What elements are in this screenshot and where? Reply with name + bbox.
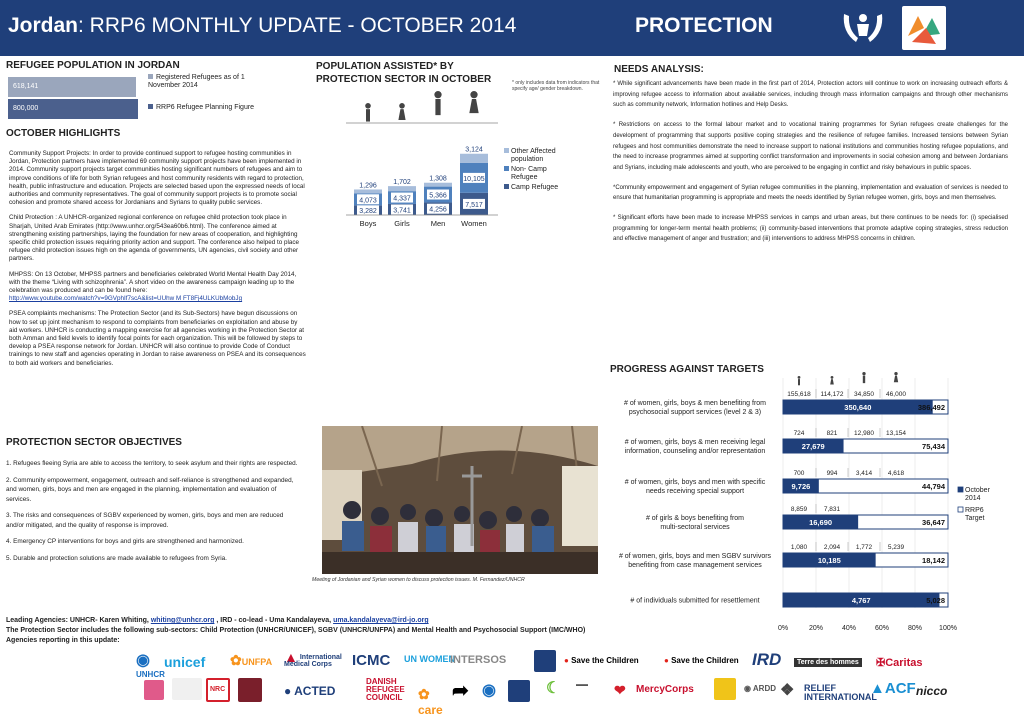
data-label: 7,517 (465, 201, 483, 209)
target-value: 386,492 (917, 403, 945, 412)
data-label: 10,105 (463, 175, 485, 183)
email-whiting[interactable]: whiting@unhcr.org (150, 617, 215, 624)
target-value: 18,142 (922, 556, 945, 565)
objective-item: 3. The risks and consequences of SGBV experienced by women, girls, boys and men are reduced and/or mitigated, and the quality of response is improved. (6, 512, 284, 529)
breakdown-value: 34,850 (854, 391, 874, 398)
progress-chart (600, 368, 1020, 638)
woman-icon (469, 91, 478, 113)
man-icon (434, 91, 441, 115)
category-label: information, counseling and/or representation (624, 448, 766, 455)
population-assisted-title: POPULATION ASSISTED* BY PROTECTION SECTOR IN OCTOBER (316, 61, 492, 85)
highlight-psea: PSEA complaints mechanisms: The Protection Sector (and its Sub-Sectors) have begun discussions on how to set up joint mechanism to respond to complaints from beneficiaries on exploitation and abuse by aid workers. UNHCR is conducting a mapping exercise for all agencies working in the Protection Sector at both Amman and field levels to identify focal points for each organization. This will be followed by steps to develop a PSEA response network for Jordan. UNHCR will also continue to provide Code of Conduct trainings to new staff and agencies operating in Jordan to raise awareness on PSEA and its consequences to both aid workers and beneficiaries. (9, 310, 306, 367)
category-label: Girls (394, 219, 410, 228)
partner-pink-logo (144, 680, 164, 700)
data-label: 4,256 (429, 206, 447, 214)
target-value: 44,794 (922, 482, 945, 491)
planning-legend: RRP6 Refugee Planning Figure (148, 104, 268, 112)
bar-segment (424, 183, 452, 187)
meeting-photo (322, 426, 598, 574)
legend-label: RRP6 (965, 507, 984, 514)
category-label: # of girls & boys benefiting from (645, 515, 745, 522)
man-icon (862, 372, 865, 383)
boy-icon (365, 103, 371, 122)
legend-label: population (511, 156, 544, 163)
bar-segment (460, 154, 488, 163)
planning-figure-bar (8, 99, 138, 119)
care-logo: ✿ care (418, 686, 443, 717)
category-label: psychosocial support services (level 2 & 3) (628, 409, 762, 416)
footer-text (6, 616, 806, 646)
progress-value: 4,767 (851, 596, 871, 605)
category-label: benefiting from case management services (628, 562, 762, 569)
needs-paragraph: *Community empowerment and engagement of Syrian refugee communities in the planning, implementation and evaluation of services is needed to ensure that humanitarian programming is appropriate and meets the needs identified by Syrian refugee women, girls, boys and men themselves. (613, 184, 1008, 202)
bar-segment (354, 189, 382, 193)
progress-value: 27,679 (801, 442, 825, 451)
breakdown-value: 5,239 (887, 544, 905, 551)
woman-icon (894, 372, 898, 382)
imc-logo: ▲ International Medical Corps (284, 649, 342, 668)
legend-label: Non- Camp (511, 166, 547, 173)
x-tick-label: 40% (841, 625, 857, 632)
iom-logo: ◉ (482, 682, 496, 699)
photo-caption: Meeting of Jordanian and Syrian women to discuss protection issues. M. Fernandez/UNHCR (312, 577, 525, 583)
nicco-logo: nicco (916, 684, 948, 698)
partner-yellow-logo (714, 678, 736, 700)
highlights-title: OCTOBER HIGHLIGHTS (6, 128, 121, 139)
save-the-children-logo-2: ● Save the Children (664, 656, 739, 665)
x-tick-label: 80% (907, 625, 923, 632)
intersos-logo: INTERSOS (450, 654, 507, 666)
legend-swatch (958, 487, 963, 492)
breakdown-value: 821 (826, 430, 838, 437)
page-title: Jordan: RRP6 MONTHLY UPDATE - OCTOBER 2014 (8, 14, 517, 37)
legend-label: Refugee (511, 174, 538, 181)
mercycorps-logo: MercyCorps (636, 684, 694, 695)
x-tick-label: 60% (874, 625, 890, 632)
data-label: 3,124 (465, 146, 483, 154)
green-partner-logo: ☾ (546, 680, 561, 697)
objective-item: 2. Community empowerment, engagement, outreach and self-reliance is strengthened and expanded, and women, girls, boys and men are engaged in the planning, implementation and evaluation of services. (6, 476, 294, 503)
leading-agencies: Leading Agencies: UNHCR- Karen Whiting, whiting@unhcr.org , IRD - co-lead - Uma Kandalayeva, uma.kandalayeva@ird-jo.org (6, 617, 429, 624)
x-tick-label: 0% (777, 625, 789, 632)
objectives-title: PROTECTION SECTOR OBJECTIVES (6, 437, 182, 448)
progress-value: 16,690 (809, 518, 833, 527)
video-link[interactable]: http://www.youtube.com/watch?v=9GVphIf7scA&list=UUhw M FT8Fj4ULKUbMobJg (9, 295, 243, 303)
data-label: 4,337 (393, 195, 411, 203)
needs-analysis-title: NEEDS ANALYSIS: (614, 64, 704, 75)
partner-logos (136, 648, 1024, 724)
partner-grey-logo (172, 678, 202, 700)
objective-item: 4. Emergency CP interventions for boys and girls are strengthened and harmonized. (6, 538, 244, 545)
category-label: # of women, girls, boys and men with specific (624, 479, 766, 486)
breakdown-value: 155,618 (787, 391, 811, 398)
unwomen-logo: UN WOMEN (404, 654, 455, 664)
partner-maroon-logo (238, 678, 262, 702)
acf-logo: ▲ACF (870, 680, 916, 697)
needs-paragraph: * While significant advancements have been made in the first part of 2014, Protection actors will continue to work on increasing outreach efforts & improving refugee access to information about available services, including through mass information campaigns and through other mechanisms such as community network, Information hotlines and Help Desks. (613, 81, 1008, 109)
boy-icon (798, 376, 801, 385)
protection-hands-icon (840, 6, 886, 50)
progress-title: PROGRESS AGAINST TARGETS (610, 364, 764, 375)
breakdown-value: 114,172 (820, 391, 844, 398)
category-label: Women (461, 219, 487, 228)
sector-logo (902, 6, 946, 50)
objectives-list (6, 459, 302, 563)
target-value: 36,647 (922, 518, 945, 527)
data-label: 5,366 (429, 192, 447, 200)
acted-logo: ● ACTED (284, 684, 336, 698)
progress-value: 9,726 (791, 482, 811, 491)
breakdown-value: 994 (826, 470, 838, 477)
ardd-logo: ◉ ARDD (744, 684, 777, 693)
sub-sectors: The Protection Sector includes the following sub-sectors: Child Protection (UNHCR/UNICEF), SGBV (UNHCR/UNFPA) and Mental Health and Psychosocial Support (IMC/WHO) (6, 627, 586, 634)
planning-figure-value: 800,000 (13, 105, 39, 112)
breakdown-value: 700 (793, 470, 805, 477)
unhcr-logo: ◉ UNHCR (136, 652, 165, 679)
legend-label: 2014 (965, 495, 981, 502)
category-label: Men (430, 219, 446, 228)
progress-value: 350,640 (844, 403, 872, 412)
needs-paragraph: * Restrictions on access to the formal labour market and to vocational training programmes for Syrian refugees create challenges for the development of programming that supports positive coping strategies and the resilience of refugee families. Increased tensions between Syrian refugees and host communities demonstrate the need to increase support to national institutions and communities hosting refugee populations, and the need to increase programmes aimed at supporting conflict transformation and improvements in social cohesion among and between Jordanians and Syrians, including male adolescents and youth, who are perceived to be engaging in conflict and risky behaviours in public spaces. (613, 122, 1008, 171)
legend-swatch (504, 166, 509, 171)
sector-title: PROTECTION (635, 14, 773, 37)
legend-swatch (504, 148, 509, 153)
x-tick-label: 20% (808, 625, 824, 632)
unfpa-logo: ✿UNFPA (230, 652, 273, 668)
breakdown-value: 1,080 (790, 544, 808, 551)
circular-partner-logo: ❖ (780, 682, 795, 699)
nrc-logo: NRC (206, 678, 230, 702)
category-label: Boys (359, 219, 377, 228)
highlight-child-protection: Child Protection : A UNHCR-organized regional conference on refugee child protection took place in Sharjah, United Arab Emirates (http://www.unhcr.org/543ea60b6.html). The conference aimed at strengthening existing partnerships, laying the foundation for new areas of cooperation, and highlighting specific child protection issues requiring priority action and support. The conference also helped to place refugee child protection issues high on the agenda of governments, UN agencies, civil society and other partners. (9, 214, 300, 263)
terre-des-hommes-logo: Terre des hommes (794, 658, 862, 667)
progress-value: 10,185 (817, 556, 841, 565)
x-tick-label: 100% (939, 625, 957, 632)
population-note: * only includes data from indicators that specify age/ gender breakdown. (512, 80, 600, 92)
category-label: # of women, girls, boys and men SGBV survivors (618, 553, 772, 560)
partner-text-logo: ▬▬ (576, 682, 588, 688)
breakdown-value: 3,414 (855, 470, 873, 477)
legend-label: Target (965, 515, 985, 522)
highlight-community: Community Support Projects: In order to provide continued support to refugee hosting communities in Jordan, Protection partners have implemented 69 community support projects have been implemented in 2014. Community support projects target communities hosting significant numbers of refugees and aim to improve conditions of life for both Syrian refugees and host community residents with regard to protection, health, public infrastructure and education. Projects are selected based upon the expressed needs of local authorities and community representatives. The goal of community support projects is to promote social cohesion and promote shared access for Jordanians and Syrians to quality public services. (9, 150, 305, 207)
relief-international-logo: RELIEF INTERNATIONAL (804, 683, 877, 702)
save-the-children-logo-1: ● Save the Children (564, 656, 639, 665)
data-label: 1,702 (393, 179, 411, 187)
category-label: # of women, girls, boys & men benefiting from (623, 400, 767, 407)
icmc-logo: ICMC (352, 652, 391, 669)
population-assisted-chart (316, 85, 606, 235)
registered-legend: Registered Refugees as of 1 November 2014 (148, 74, 245, 89)
data-label: 3,282 (359, 208, 377, 216)
partner-emblem-logo (534, 650, 556, 672)
arrow-partner-logo: ➦ (452, 680, 469, 702)
data-label: 1,308 (429, 175, 447, 183)
partner-blue-logo (508, 680, 530, 702)
registered-refugees-value: 618,141 (13, 83, 39, 90)
breakdown-value: 12,980 (854, 430, 874, 437)
breakdown-value: 46,000 (886, 391, 906, 398)
highlight-mhpss: MHPSS: On 13 October, MHPSS partners and beneficiaries celebrated World Mental Health Day 2014, with the theme “Living with schizophrenia”. A short video on the awareness campaign leading up to the celebration was produced and can be found here: http://www.youtube.com/watch?v=9GVphIf7scA&list=UUhw M FT8Fj4ULKUbMobJg (9, 270, 297, 303)
needs-paragraph: * Significant efforts have been made to increase MHPSS services in camps and urban areas, but there continues to be needs for: (i) specialised programming for longer-term mental health problems; (ii) community-based interventions that promote adaptive coping strategies, stress reduction and effective management of anger and frustration; and (iii) interventions to address MHPSS concerns in children. (613, 215, 1008, 243)
category-label: multi-sectoral services (660, 524, 730, 531)
legend-label: Other Affected (511, 148, 556, 155)
target-value: 5,028 (926, 596, 945, 605)
needs-analysis-body (613, 79, 1008, 254)
registered-refugees-bar (8, 77, 136, 97)
breakdown-value: 13,154 (886, 430, 906, 437)
ird-logo: IRD (752, 650, 782, 669)
legend-swatch (958, 507, 963, 512)
refugee-population-title: REFUGEE POPULATION IN JORDAN (6, 60, 180, 71)
legend-swatch (504, 184, 509, 189)
data-label: 1,296 (359, 182, 377, 190)
highlights-body (9, 150, 307, 375)
email-uma[interactable]: uma.kandalayeva@ird-jo.org (333, 617, 429, 624)
bar-segment (388, 186, 416, 191)
objective-item: 1. Refugees fleeing Syria are able to access the territory, to seek asylum and their rights are respected. (6, 460, 298, 467)
breakdown-value: 2,094 (823, 544, 841, 551)
agencies-reporting: Agencies reporting in this update: (6, 637, 120, 644)
unicef-logo: unicef (164, 654, 206, 670)
breakdown-value: 7,831 (823, 506, 841, 513)
breakdown-value: 724 (793, 430, 805, 437)
category-label: # of individuals submitted for resettlement (630, 597, 760, 605)
target-value: 75,434 (922, 442, 945, 451)
data-label: 4,073 (359, 197, 377, 205)
girl-icon (398, 103, 405, 120)
category-label: # of women, girls, boys & men receiving legal (624, 439, 766, 446)
objective-item: 5. Durable and protection solutions are made available to refugees from Syria. (6, 554, 227, 562)
legend-label: Camp Refugee (511, 184, 559, 191)
breakdown-value: 4,618 (887, 470, 905, 477)
caritas-logo: ✠Caritas (876, 657, 923, 669)
breakdown-value: 8,859 (790, 506, 808, 513)
partner-heart-logo: ❤ (614, 682, 626, 698)
girl-icon (830, 376, 834, 385)
legend-label: October (965, 487, 990, 494)
breakdown-value: 1,772 (855, 544, 873, 551)
category-label: needs receiving special support (645, 488, 745, 495)
drc-logo: DANISH REFUGEE COUNCIL (366, 677, 405, 702)
data-label: 3,741 (393, 207, 411, 215)
